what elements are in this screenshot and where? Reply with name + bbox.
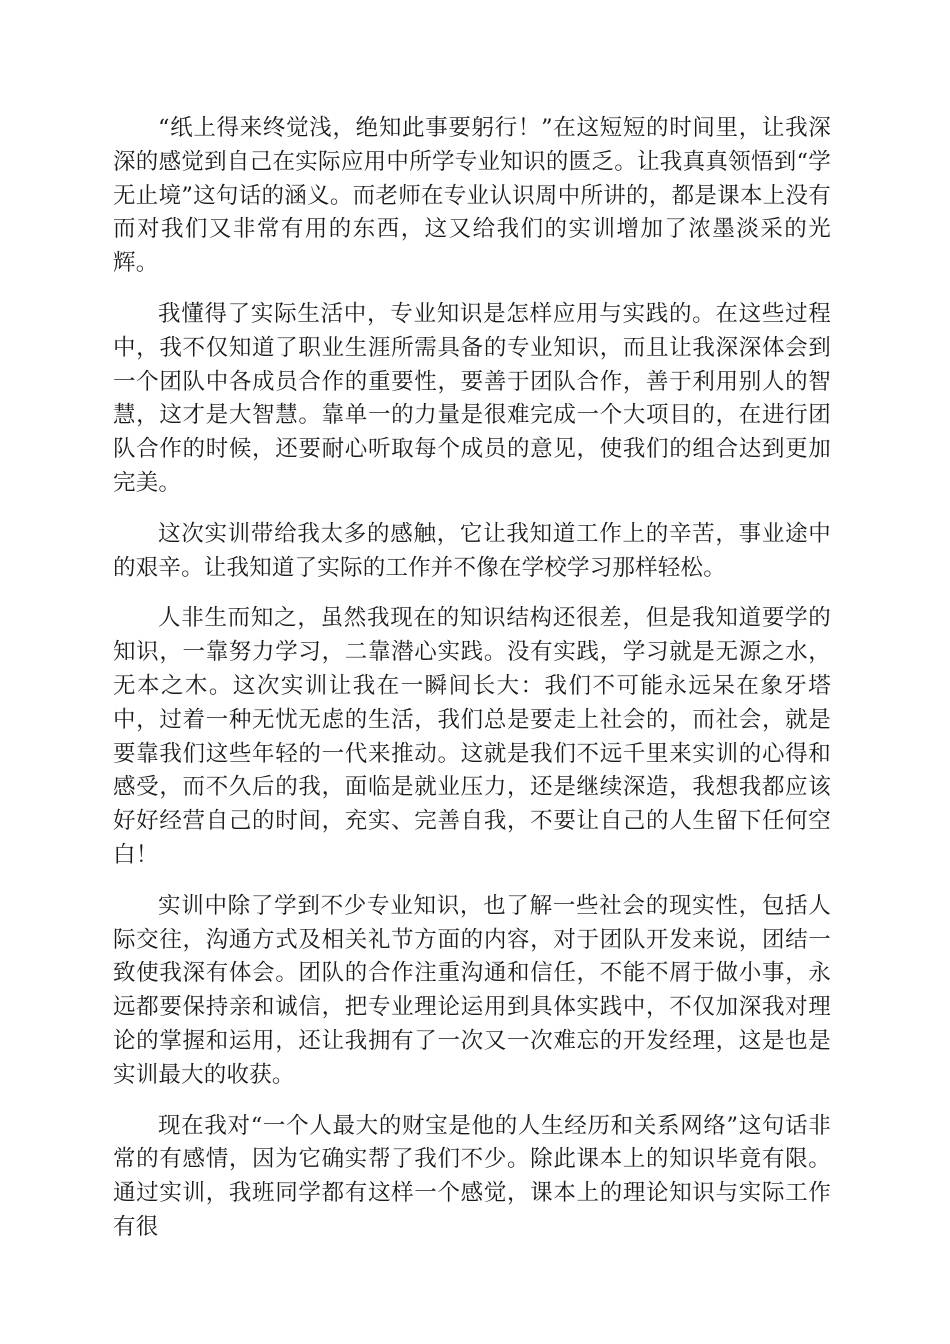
paragraph-4: 人非生而知之，虽然我现在的知识结构还很差，但是我知道要学的知识，一靠努力学习，二靠潜心实践。没有实践，学习就是无源之水，无本之木。这次实训让我在一瞬间长大：我们不可能永远呆在象牙塔中，过着一种无忧无虑的生活，我们总是要走上社会的，而社会，就是要靠我们这些年轻的一代来推动。这就是我们不远千里来实训的心得和感受，而不久后的我，面临是就业压力，还是继续深造，我想我都应该好好经营自己的时间，充实、完善自我，不要让自己的人生留下任何空白！ (113, 605, 831, 868)
document-body (113, 112, 831, 1262)
paragraph-2: 我懂得了实际生活中，专业知识是怎样应用与实践的。在这些过程中，我不仅知道了职业生涯所需具备的专业知识，而且让我深深体会到一个团队中各成员合作的重要性，要善于团队合作，善于利用别人的智慧，这才是大智慧。靠单一的力量是很难完成一个大项目的，在进行团队合作的时候，还要耐心听取每个成员的意见，使我们的组合达到更加完美。 (113, 300, 831, 496)
paragraph-3: 这次实训带给我太多的感触，它让我知道工作上的辛苦，事业途中的艰辛。让我知道了实际的工作并不像在学校学习那样轻松。 (113, 520, 831, 581)
paragraph-6: 现在我对“一个人最大的财宝是他的人生经历和关系网络”这句话非常的有感情，因为它确实帮了我们不少。除此课本上的知识毕竟有限。通过实训，我班同学都有这样一个感觉，课本上的理论知识与实际工作有很 (113, 1112, 831, 1240)
paragraph-5: 实训中除了学到不少专业知识，也了解一些社会的现实性，包括人际交往，沟通方式及相关礼节方面的内容，对于团队开发来说，团结一致使我深有体会。团队的合作注重沟通和信任，不能不屑于做小事，永远都要保持亲和诚信，把专业理论运用到具体实践中，不仅加深我对理论的掌握和运用，还让我拥有了一次又一次难忘的开发经理，这是也是实训最大的收获。 (113, 892, 831, 1088)
paragraph-1: “纸上得来终觉浅，绝知此事要躬行！”在这短短的时间里，让我深深的感觉到自己在实际应用中所学专业知识的匮乏。让我真真领悟到“学无止境”这句话的涵义。而老师在专业认识周中所讲的，都是课本上没有而对我们又非常有用的东西，这又给我们的实训增加了浓墨淡采的光辉。 (113, 115, 831, 277)
